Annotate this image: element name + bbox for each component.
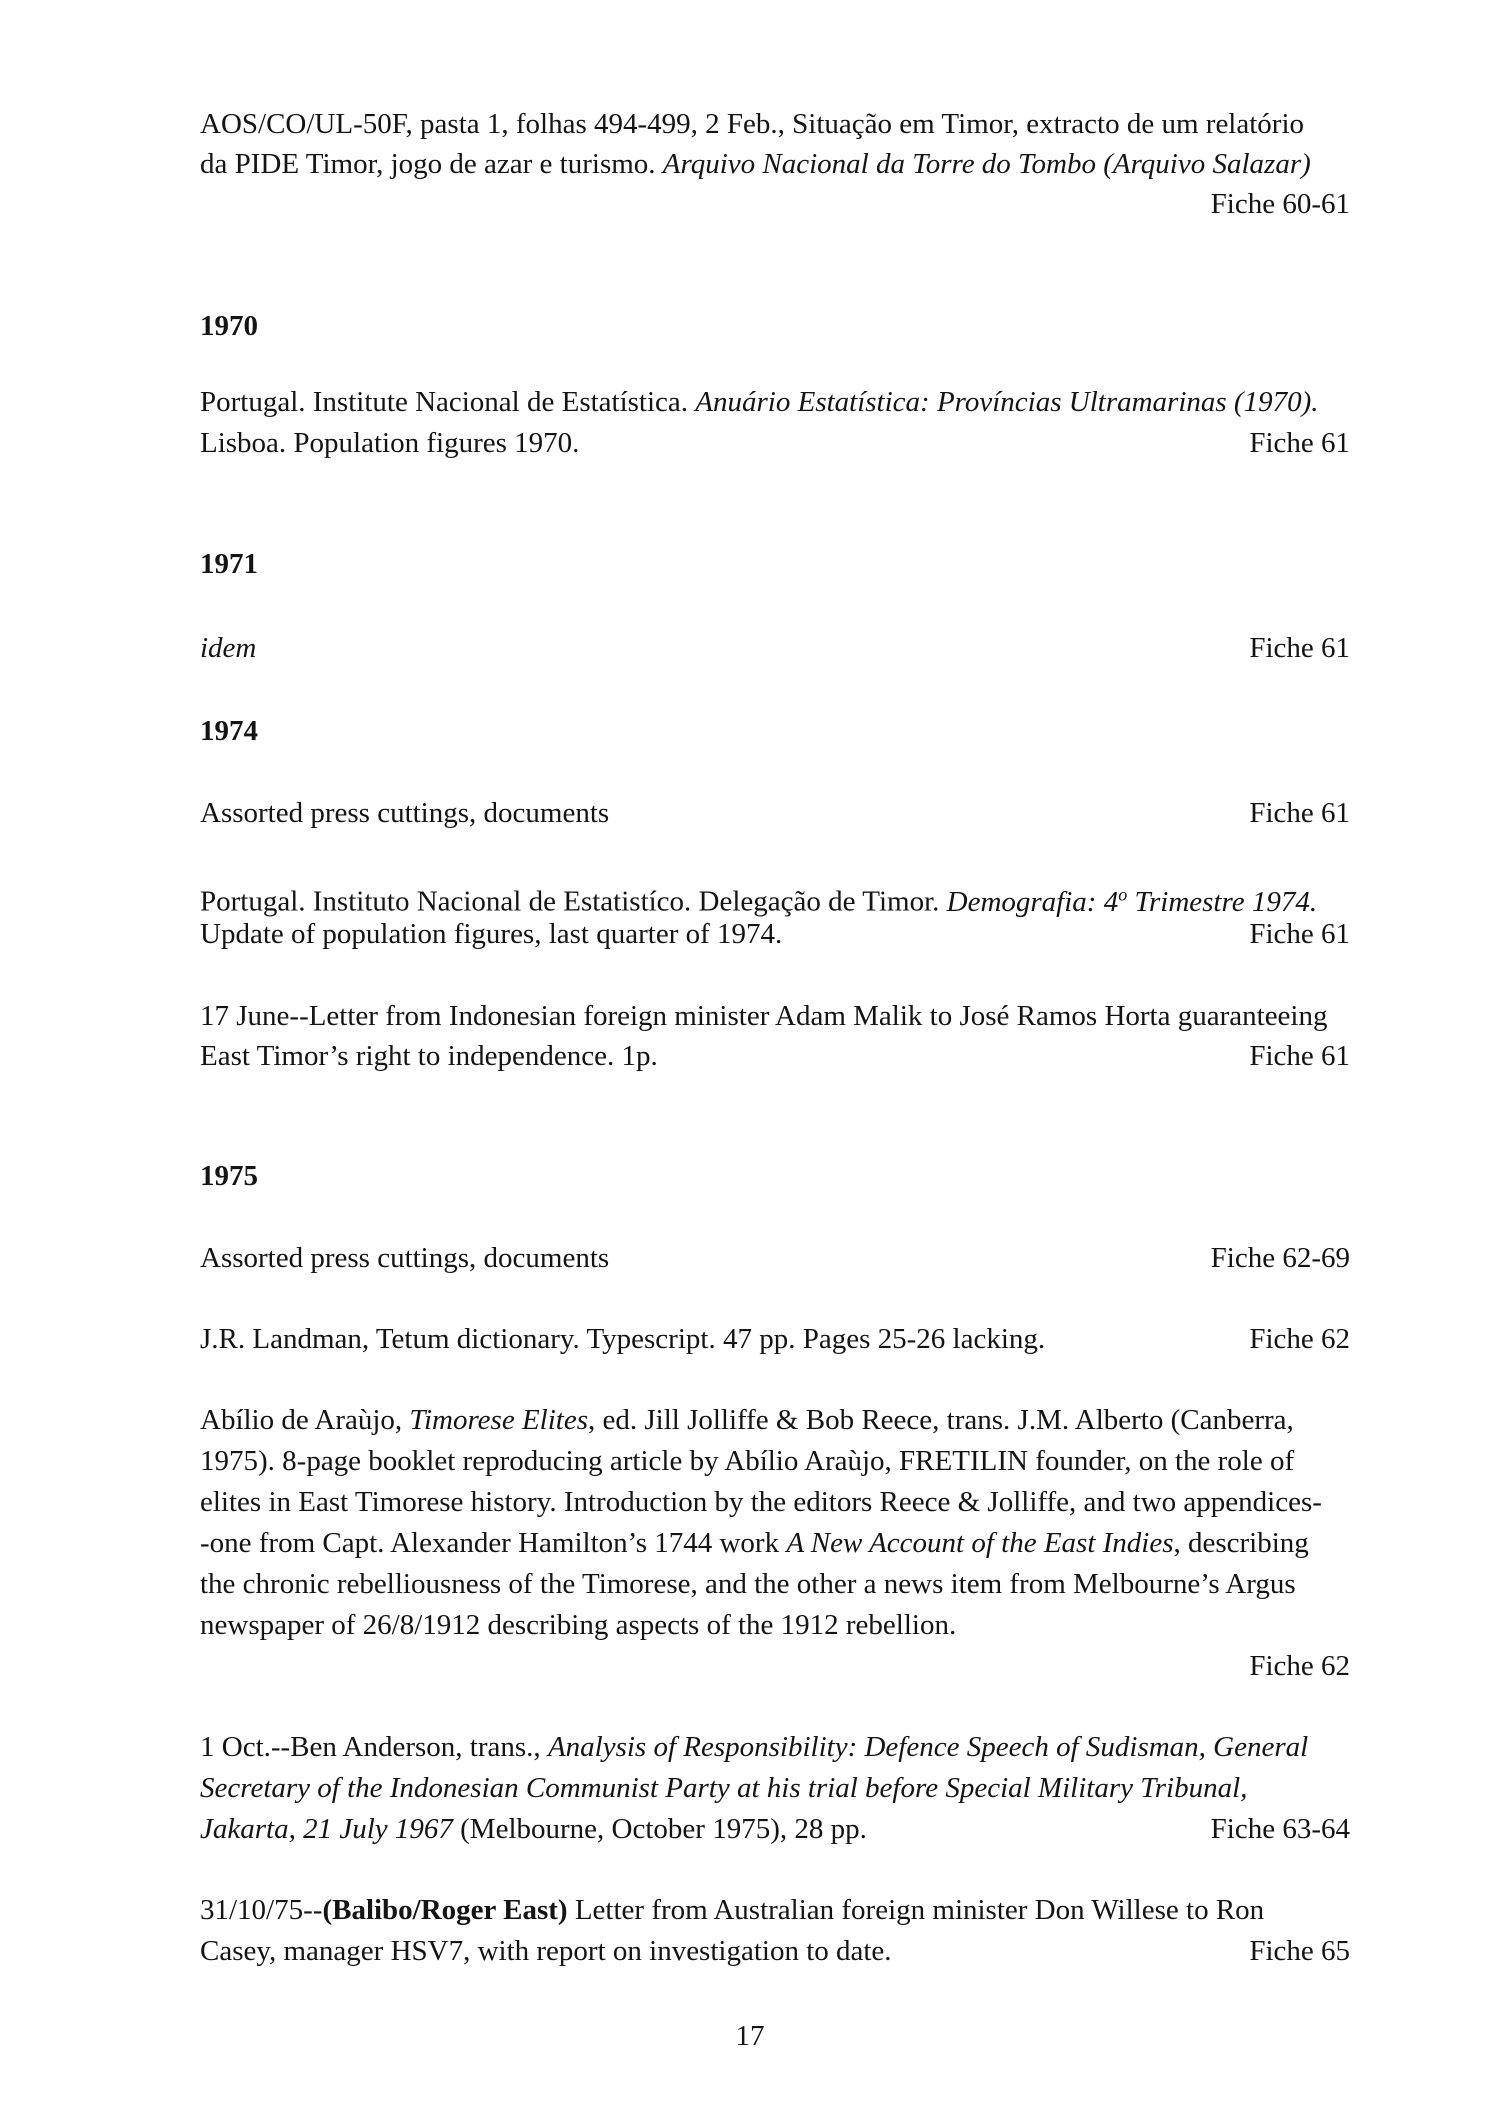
entry-1971: idem [200,632,257,664]
entry-1974-press: Assorted press cuttings, documents [200,797,610,829]
year-heading-1975: 1975 [200,1160,258,1192]
entry-1970-line-1: Portugal. Institute Nacional de Estatística. Anuário Estatística: Províncias Ultramarinas (1970). [200,386,1319,418]
fiche-ref: Fiche 61 [1249,632,1350,664]
fiche-ref: Fiche 62 [1249,1650,1350,1682]
entry-1975-araujo-line-6: newspaper of 26/8/1912 describing aspects of the 1912 rebellion. [200,1609,957,1641]
publication-title: Timorese Elites [409,1404,588,1436]
fiche-ref: Fiche 62 [1249,1323,1350,1355]
entry-1974-letter-line-2: East Timor’s right to independence. 1p. [200,1040,658,1072]
entry-1975-araujo-line-1: Abílio de Araùjo, Timorese Elites, ed. Jill Jolliffe & Bob Reece, trans. J.M. Alberto (Canberra, [200,1404,1294,1436]
fiche-ref: Fiche 63-64 [1210,1813,1350,1845]
year-heading-1970: 1970 [200,310,258,342]
entry-aos-line-2: da PIDE Timor, jogo de azar e turismo. Arquivo Nacional da Torre do Tombo (Arquivo Salazar) [200,148,1311,180]
fiche-ref: Fiche 65 [1249,1935,1350,1967]
entry-1974-demografia-line-1: Portugal. Instituto Nacional de Estatistíco. Delegação de Timor. Demografia: 4$^o$ Trimestre 1974. [200,884,1318,918]
subject-tag: (Balibo/Roger East) [322,1894,568,1926]
entry-1970-line-2: Lisboa. Population figures 1970. [200,427,580,459]
entry-1975-anderson-line-1: 1 Oct.--Ben Anderson, trans., Analysis of Responsibility: Defence Speech of Sudisman, General [200,1731,1309,1763]
publication-title: Anuário Estatística: Províncias Ultramarinas (1970). [695,386,1319,418]
archive-title: Arquivo Nacional da Torre do Tombo (Arquivo Salazar) [662,148,1311,180]
entry-1975-balibo-line-1: 31/10/75--(Balibo/Roger East) Letter from Australian foreign minister Don Willese to Ron [200,1894,1265,1926]
fiche-ref: Fiche 60-61 [1210,188,1350,220]
entry-aos-line-1: AOS/CO/UL-50F, pasta 1, folhas 494-499, 2 Feb., Situação em Timor, extracto de um relatório [200,108,1305,140]
fiche-ref: Fiche 61 [1249,1040,1350,1072]
entry-1975-press: Assorted press cuttings, documents [200,1242,610,1274]
fiche-ref: Fiche 61 [1249,918,1350,950]
page-number: 17 [735,2020,765,2052]
fiche-ref: Fiche 61 [1249,427,1350,459]
entry-1975-araujo-line-5: the chronic rebelliousness of the Timorese, and the other a news item from Melbourne’s Argus [200,1568,1296,1600]
publication-title: Demografia: 4$^o$ Trimestre 1974. [946,884,1318,918]
entry-1975-anderson-line-2: Secretary of the Indonesian Communist Party at his trial before Special Military Tribunal, [200,1772,1248,1804]
entry-1975-balibo-line-2: Casey, manager HSV7, with report on investigation to date. [200,1935,892,1967]
publication-title: A New Account of the East Indies [786,1527,1174,1559]
entry-1974-demografia-line-2: Update of population figures, last quarter of 1974. [200,918,783,950]
entry-1975-landman: J.R. Landman, Tetum dictionary. Typescript. 47 pp. Pages 25-26 lacking. [200,1323,1046,1355]
fiche-ref: Fiche 61 [1249,797,1350,829]
year-heading-1974: 1974 [200,715,258,747]
entry-1975-anderson-line-3: Jakarta, 21 July 1967 (Melbourne, October 1975), 28 pp. [200,1813,867,1845]
entry-1975-araujo-line-3: elites in East Timorese history. Introduction by the editors Reece & Jolliffe, and two appendices- [200,1486,1322,1518]
entry-1974-letter-line-1: 17 June--Letter from Indonesian foreign minister Adam Malik to José Ramos Horta guaranteeing [200,1000,1328,1032]
entry-1975-araujo-line-2: 1975). 8-page booklet reproducing article by Abílio Araùjo, FRETILIN founder, on the role of [200,1445,1295,1477]
publication-title: Analysis of Responsibility: Defence Speech of Sudisman, General [547,1731,1309,1763]
year-heading-1971: 1971 [200,548,258,580]
entry-1975-araujo-line-4: -one from Capt. Alexander Hamilton’s 1744 work A New Account of the East Indies, describing [200,1527,1309,1559]
fiche-ref: Fiche 62-69 [1210,1242,1350,1274]
